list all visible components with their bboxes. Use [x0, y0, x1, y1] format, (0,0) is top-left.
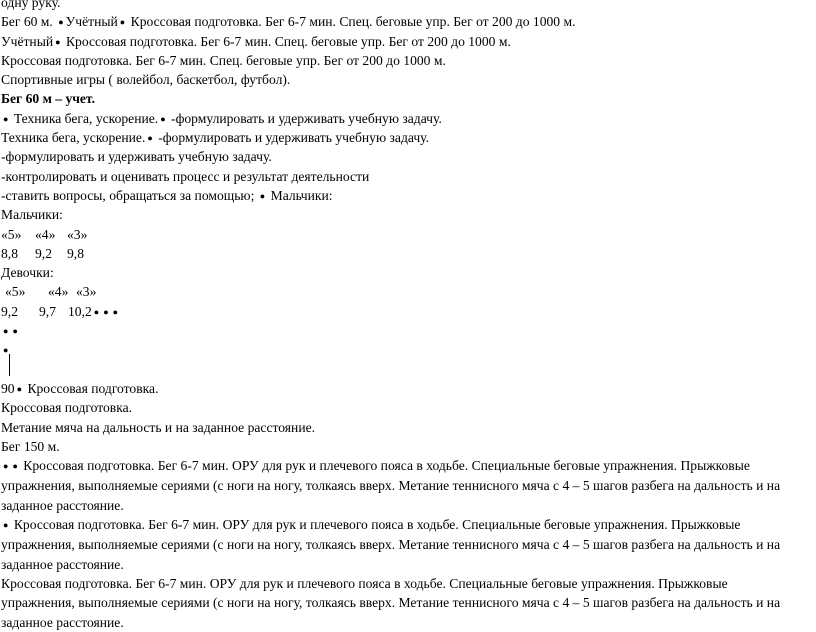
line-text: Девочки:	[1, 265, 54, 281]
line-text: -формулировать и удерживать учебную задачу.	[1, 149, 272, 165]
grade-label: «4»	[35, 226, 56, 242]
text-line	[0, 128, 810, 147]
grade-value: 9,2	[35, 245, 52, 261]
text-paragraph	[0, 456, 801, 515]
text-line	[0, 340, 810, 359]
line-text: Бег 150 м.	[1, 438, 60, 454]
bullet-icon: ●	[3, 345, 9, 356]
line-text: -формулировать и удерживать учебную задачу.	[158, 130, 430, 146]
text-line	[0, 205, 810, 224]
paragraph-text: Кроссовая подготовка. Бег 6-7 мин. ОРУ для рук и плечевого пояса в ходьбе. Специальные беговые упражнения. Прыжковые упражнения, выполняемые сериями (с ноги на ногу, толкаясь вверх. Метание теннисного мяча с 4 – 5 шагов разбега на дальность и на заданное расстояние.	[1, 517, 781, 572]
grade-label: «5»	[5, 284, 26, 300]
bullet-icon: ●	[93, 306, 100, 317]
grade-value-row	[0, 302, 810, 321]
text-line	[0, 167, 810, 186]
bullet-icon: ●	[55, 36, 61, 47]
text-cursor	[9, 354, 10, 376]
bullet-icon: ●	[103, 306, 109, 317]
text-line	[0, 186, 810, 205]
bullet-icon: ●	[3, 461, 9, 472]
line-text: -формулировать и удерживать учебную задачу.	[171, 110, 442, 126]
grade-value: 10,2	[68, 303, 92, 319]
line-text: Учётный	[65, 14, 118, 30]
text-line	[0, 109, 810, 128]
grade-label: «3»	[67, 226, 88, 242]
line-text: Мальчики:	[1, 207, 63, 223]
grade-header-row	[0, 282, 810, 301]
heading-text: Бег 60 м – учет.	[1, 91, 95, 107]
text-line	[0, 0, 810, 12]
grade-value: 9,2	[1, 303, 18, 319]
line-text: Техника бега, ускорение.	[13, 110, 159, 126]
line-text: Бег 60 м.	[1, 14, 53, 30]
bullet-icon: ●	[3, 113, 9, 124]
line-text: Кроссовая подготовка. Бег 6-7 мин. Спец. беговые упр. Бег от 200 до 1000 м.	[1, 52, 446, 68]
text-line	[0, 147, 810, 166]
line-text: Кроссовая подготовка. Бег 6-7 мин. Спец. беговые упр. Бег от 200 до 1000 м.	[130, 14, 576, 30]
paragraph-text: Кроссовая подготовка. Бег 6-7 мин. ОРУ для рук и плечевого пояса в ходьбе. Специальные беговые упражнения. Прыжковые упражнения, выполняемые сериями (с ноги на ногу, толкаясь вверх. Метание теннисного мяча с 4 – 5 шагов разбега на дальность и на заданное расстояние.	[1, 458, 781, 513]
line-text: одну руку.	[1, 0, 61, 10]
line-text: Кроссовая подготовка. Бег 6-7 мин. Спец. беговые упр. Бег от 200 до 1000 м.	[65, 33, 511, 49]
bullet-icon: ●	[58, 17, 64, 28]
bullet-icon: ●	[12, 461, 18, 472]
empty-line	[0, 360, 810, 379]
text-line	[0, 437, 810, 456]
grade-label: «3»	[76, 284, 97, 300]
bullet-icon: ●	[16, 383, 23, 394]
text-line	[0, 32, 810, 51]
line-text: 90	[1, 380, 15, 396]
text-line	[0, 70, 810, 89]
text-line	[0, 12, 810, 31]
grade-value: 9,7	[39, 303, 56, 319]
text-line	[0, 379, 810, 398]
bullet-icon: ●	[3, 520, 9, 531]
text-line	[0, 263, 810, 282]
text-paragraph	[0, 574, 801, 632]
line-text: -контролировать и оценивать процесс и результат деятельности	[1, 168, 370, 184]
paragraph-text: Кроссовая подготовка. Бег 6-7 мин. ОРУ для рук и плечевого пояса в ходьбе. Специальные беговые упражнения. Прыжковые упражнения, выполняемые сериями (с ноги на ногу, толкаясь вверх. Метание теннисного мяча с 4 – 5 шагов разбега на дальность и на заданное расстояние.	[1, 575, 781, 630]
text-line	[0, 321, 810, 340]
grade-header-row	[0, 225, 810, 244]
bullet-icon: ●	[112, 306, 119, 317]
line-text: Спортивные игры ( волейбол, баскетбол, футбол).	[1, 72, 291, 88]
bullet-icon: ●	[259, 190, 266, 201]
text-paragraph	[0, 515, 801, 574]
bullet-icon: ●	[147, 133, 153, 144]
text-line	[0, 398, 810, 417]
section-heading	[0, 89, 810, 108]
text-line	[0, 418, 810, 437]
line-text: -ставить вопросы, обращаться за помощью;	[1, 187, 255, 203]
text-line	[0, 51, 810, 70]
grade-value: 8,8	[1, 245, 18, 261]
bullet-icon: ●	[160, 113, 166, 124]
grade-label: «4»	[48, 284, 69, 300]
line-text: Учётный	[1, 33, 54, 49]
line-text: Метание мяча на дальность и на заданное расстояние.	[1, 419, 316, 435]
bullet-icon: ●	[3, 326, 9, 337]
bullet-icon: ●	[119, 17, 126, 28]
line-text: Кроссовая подготовка.	[1, 400, 133, 416]
bullet-icon: ●	[12, 326, 18, 337]
grade-value-row	[0, 244, 810, 263]
grade-value: 9,8	[67, 245, 84, 261]
grade-label: «5»	[1, 226, 22, 242]
line-text: Техника бега, ускорение.	[1, 130, 146, 146]
line-text: Кроссовая подготовка.	[27, 380, 159, 396]
line-text: Мальчики:	[270, 187, 333, 203]
